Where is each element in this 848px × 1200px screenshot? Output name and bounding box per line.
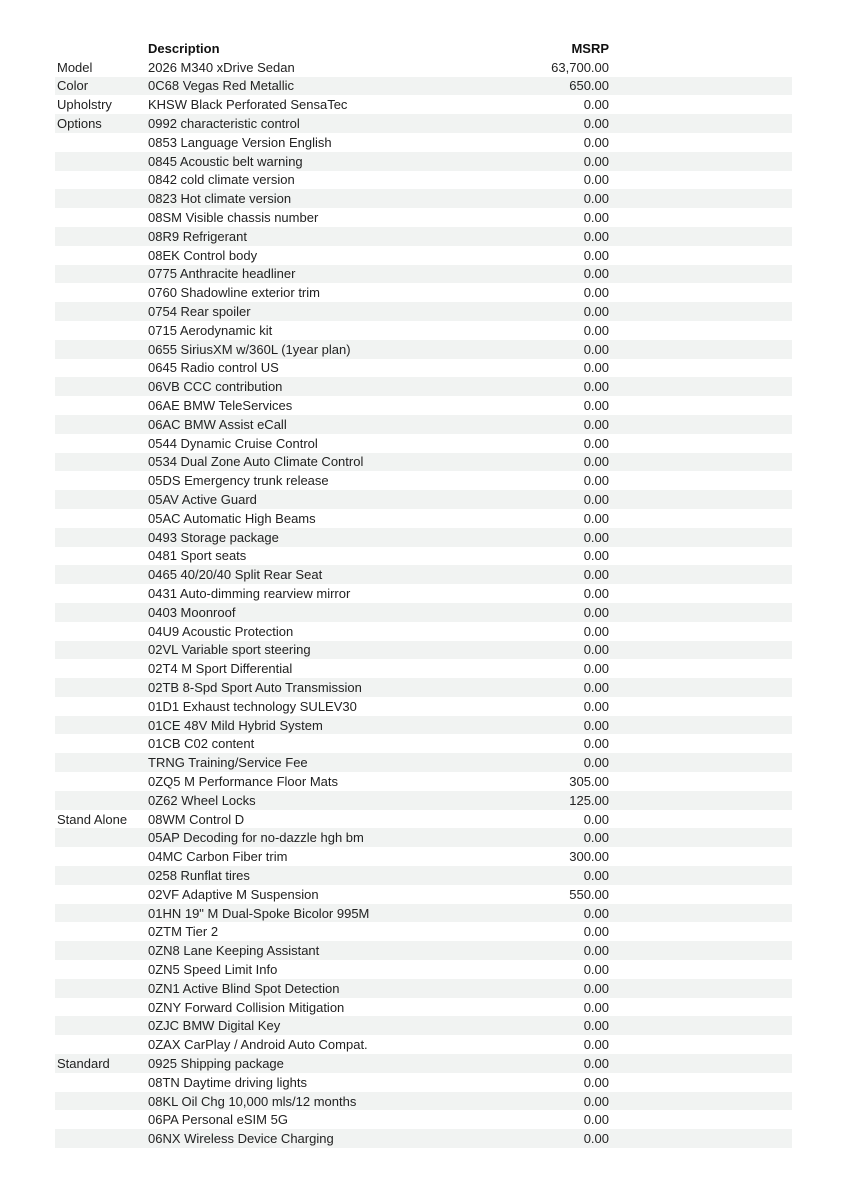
- table-row: [55, 1035, 792, 1054]
- table-row: [55, 866, 792, 885]
- table-row: [55, 265, 792, 284]
- row-description: 01CB C02 content: [148, 736, 255, 752]
- row-msrp-value: 0.00: [583, 980, 609, 996]
- row-description: 05AV Active Guard: [148, 492, 257, 508]
- row-msrp-value: 0.00: [583, 717, 609, 733]
- row-description: 0258 Runflat tires: [148, 867, 250, 883]
- row-description: 0Z62 Wheel Locks: [148, 792, 256, 808]
- row-msrp-value: 0.00: [583, 961, 609, 977]
- row-category-label: Options: [57, 116, 102, 132]
- row-description: 0ZAX CarPlay / Android Auto Compat.: [148, 1037, 368, 1053]
- header-msrp: MSRP: [571, 40, 609, 56]
- row-msrp-value: 550.00: [569, 886, 609, 902]
- table-row: [55, 490, 792, 509]
- table-row: [55, 77, 792, 96]
- table-row: [55, 998, 792, 1017]
- row-description: 04MC Carbon Fiber trim: [148, 849, 288, 865]
- row-description: 0760 Shadowline exterior trim: [148, 285, 320, 301]
- table-row: [55, 415, 792, 434]
- row-msrp-value: 0.00: [583, 999, 609, 1015]
- row-msrp-value: 0.00: [583, 586, 609, 601]
- row-description: 0C68 Vegas Red Metallic: [148, 78, 294, 94]
- table-row: [55, 734, 792, 753]
- table-row: [55, 847, 792, 866]
- row-description: 0534 Dual Zone Auto Climate Control: [148, 454, 364, 470]
- row-description: TRNG Training/Service Fee: [148, 755, 308, 771]
- row-description: 0ZTM Tier 2: [148, 924, 219, 940]
- row-msrp-value: 0.00: [583, 398, 609, 414]
- row-msrp-value: 0.00: [583, 492, 609, 508]
- row-description: 08KL Oil Chg 10,000 mls/12 months: [148, 1093, 357, 1109]
- table-row: [55, 1073, 792, 1092]
- row-msrp-value: 0.00: [583, 567, 609, 583]
- row-description: 06AE BMW TeleServices: [148, 398, 293, 414]
- row-description: 0ZQ5 M Performance Floor Mats: [148, 773, 338, 789]
- table-row: [55, 1110, 792, 1129]
- row-msrp-value: 0.00: [583, 1093, 609, 1109]
- table-row: [55, 528, 792, 547]
- row-msrp-value: 0.00: [583, 698, 609, 714]
- table-row: [55, 509, 792, 528]
- row-description: 0465 40/20/40 Split Rear Seat: [148, 567, 323, 583]
- row-description: 0431 Auto-dimming rearview mirror: [148, 586, 351, 601]
- row-msrp-value: 0.00: [583, 379, 609, 395]
- row-description: 05DS Emergency trunk release: [148, 473, 329, 489]
- table-row: [55, 1054, 792, 1073]
- table-row: [55, 133, 792, 152]
- table-row: [55, 227, 792, 246]
- row-msrp-value: 0.00: [583, 867, 609, 883]
- row-description: 02T4 M Sport Differential: [148, 661, 293, 677]
- row-category-label: Color: [57, 78, 89, 94]
- row-msrp-value: 0.00: [583, 228, 609, 244]
- table-row: [55, 396, 792, 415]
- row-msrp-value: 0.00: [583, 736, 609, 752]
- row-msrp-value: 0.00: [583, 905, 609, 921]
- row-msrp-value: 0.00: [583, 1037, 609, 1053]
- row-description: 01HN 19" M Dual-Spoke Bicolor 995M: [148, 905, 370, 921]
- row-msrp-value: 0.00: [583, 191, 609, 207]
- row-description: 0823 Hot climate version: [148, 191, 292, 207]
- table-row: [55, 678, 792, 697]
- table-row: [55, 377, 792, 396]
- table-row: [55, 359, 792, 378]
- table-row: [55, 208, 792, 227]
- row-description: 06PA Personal eSIM 5G: [148, 1112, 288, 1128]
- row-description: 0775 Anthracite headliner: [148, 266, 296, 282]
- row-msrp-value: 0.00: [583, 679, 609, 695]
- row-msrp-value: 0.00: [583, 548, 609, 564]
- row-msrp-value: 0.00: [583, 247, 609, 263]
- table-row: [55, 152, 792, 171]
- row-description: 02TB 8-Spd Sport Auto Transmission: [148, 679, 362, 695]
- header-description: Description: [148, 40, 220, 56]
- row-msrp-value: 0.00: [583, 755, 609, 771]
- table-row: [55, 641, 792, 660]
- row-msrp-value: 0.00: [583, 172, 609, 188]
- row-msrp-value: 0.00: [583, 285, 609, 301]
- table-row: [55, 772, 792, 791]
- row-description: 0655 SiriusXM w/360L (1year plan): [148, 341, 351, 357]
- row-category-label: Standard: [57, 1055, 110, 1071]
- row-description: 08R9 Refrigerant: [148, 228, 247, 244]
- vehicle-options-table: [55, 39, 792, 1148]
- row-msrp-value: 0.00: [583, 943, 609, 959]
- table-row: [55, 171, 792, 190]
- table-row: [55, 95, 792, 114]
- row-description: 0715 Aerodynamic kit: [148, 322, 273, 338]
- table-row: [55, 114, 792, 133]
- row-description: 0853 Language Version English: [148, 134, 332, 150]
- table-row: [55, 1016, 792, 1035]
- row-description: 06AC BMW Assist eCall: [148, 416, 287, 432]
- row-category-label: Model: [57, 59, 93, 75]
- row-description: 04U9 Acoustic Protection: [148, 623, 294, 639]
- row-msrp-value: 0.00: [583, 116, 609, 132]
- row-msrp-value: 63,700.00: [551, 59, 609, 75]
- row-description: 08EK Control body: [148, 247, 258, 263]
- table-row: [55, 1129, 792, 1148]
- row-description: 08TN Daytime driving lights: [148, 1074, 307, 1090]
- row-category-label: Upholstry: [57, 97, 112, 113]
- table-header-row: [55, 39, 792, 58]
- row-msrp-value: 0.00: [583, 1018, 609, 1034]
- row-description: 0645 Radio control US: [148, 360, 279, 376]
- row-msrp-value: 0.00: [583, 322, 609, 338]
- table-row: [55, 941, 792, 960]
- table-row: [55, 828, 792, 847]
- row-description: 0544 Dynamic Cruise Control: [148, 435, 318, 451]
- row-description: 0493 Storage package: [148, 529, 279, 545]
- row-description: 02VF Adaptive M Suspension: [148, 886, 319, 902]
- row-msrp-value: 650.00: [569, 78, 609, 94]
- row-msrp-value: 0.00: [583, 134, 609, 150]
- row-description: 0992 characteristic control: [148, 116, 300, 132]
- table-row: [55, 904, 792, 923]
- row-msrp-value: 0.00: [583, 604, 609, 620]
- row-msrp-value: 300.00: [569, 849, 609, 865]
- table-row: [55, 434, 792, 453]
- row-msrp-value: 0.00: [583, 435, 609, 451]
- table-row: [55, 58, 792, 77]
- row-msrp-value: 0.00: [583, 510, 609, 526]
- row-msrp-value: 0.00: [583, 1074, 609, 1090]
- table-row: [55, 246, 792, 265]
- table-row: [55, 753, 792, 772]
- row-msrp-value: 0.00: [583, 97, 609, 113]
- row-description: 0403 Moonroof: [148, 604, 236, 620]
- table-body: [55, 58, 792, 1148]
- row-msrp-value: 0.00: [583, 416, 609, 432]
- row-msrp-value: 0.00: [583, 1055, 609, 1071]
- row-description: 0842 cold climate version: [148, 172, 295, 188]
- table-row: [55, 697, 792, 716]
- table-row: [55, 471, 792, 490]
- row-msrp-value: 0.00: [583, 1112, 609, 1128]
- row-msrp-value: 0.00: [583, 341, 609, 357]
- table-row: [55, 1092, 792, 1111]
- table-row: [55, 547, 792, 566]
- row-msrp-value: 0.00: [583, 454, 609, 470]
- table-row: [55, 321, 792, 340]
- table-row: [55, 810, 792, 829]
- row-description: 06NX Wireless Device Charging: [148, 1131, 334, 1147]
- row-msrp-value: 0.00: [583, 642, 609, 658]
- table-row: [55, 659, 792, 678]
- row-msrp-value: 0.00: [583, 304, 609, 320]
- row-description: 2026 M340 xDrive Sedan: [148, 59, 295, 75]
- row-msrp-value: 0.00: [583, 623, 609, 639]
- row-description: 0ZN8 Lane Keeping Assistant: [148, 943, 320, 959]
- table-row: [55, 979, 792, 998]
- row-description: 0ZNY Forward Collision Mitigation: [148, 999, 345, 1015]
- table-row: [55, 584, 792, 603]
- row-msrp-value: 0.00: [583, 1131, 609, 1147]
- row-msrp-value: 0.00: [583, 153, 609, 169]
- row-msrp-value: 0.00: [583, 661, 609, 677]
- row-description: 01CE 48V Mild Hybrid System: [148, 717, 323, 733]
- row-description: KHSW Black Perforated SensaTec: [148, 97, 348, 113]
- table-row: [55, 340, 792, 359]
- table-row: [55, 603, 792, 622]
- row-description: 0754 Rear spoiler: [148, 304, 251, 320]
- row-msrp-value: 0.00: [583, 830, 609, 846]
- table-row: [55, 565, 792, 584]
- row-description: 08SM Visible chassis number: [148, 210, 319, 226]
- row-msrp-value: 125.00: [569, 792, 609, 808]
- row-description: 08WM Control D: [148, 811, 245, 827]
- row-description: 01D1 Exhaust technology SULEV30: [148, 698, 357, 714]
- row-msrp-value: 0.00: [583, 924, 609, 940]
- row-description: 0845 Acoustic belt warning: [148, 153, 303, 169]
- row-description: 0ZN5 Speed Limit Info: [148, 961, 278, 977]
- row-category-label: Stand Alone: [57, 811, 128, 827]
- table-row: [55, 791, 792, 810]
- table-row: [55, 716, 792, 735]
- row-msrp-value: 0.00: [583, 811, 609, 827]
- row-description: 0481 Sport seats: [148, 548, 247, 564]
- row-msrp-value: 0.00: [583, 473, 609, 489]
- row-msrp-value: 0.00: [583, 266, 609, 282]
- table-row: [55, 960, 792, 979]
- row-description: 0ZJC BMW Digital Key: [148, 1018, 281, 1034]
- table-row: [55, 453, 792, 472]
- table-row: [55, 622, 792, 641]
- table-row: [55, 189, 792, 208]
- row-description: 0925 Shipping package: [148, 1055, 284, 1071]
- row-msrp-value: 0.00: [583, 529, 609, 545]
- row-msrp-value: 0.00: [583, 210, 609, 226]
- table-row: [55, 283, 792, 302]
- row-description: 0ZN1 Active Blind Spot Detection: [148, 980, 340, 996]
- row-msrp-value: 305.00: [569, 773, 609, 789]
- row-description: 02VL Variable sport steering: [148, 642, 311, 658]
- row-description: 06VB CCC contribution: [148, 379, 283, 395]
- table-row: [55, 922, 792, 941]
- table-row: [55, 302, 792, 321]
- table-row: [55, 885, 792, 904]
- row-description: 05AC Automatic High Beams: [148, 510, 316, 526]
- row-description: 05AP Decoding for no-dazzle hgh bm: [148, 830, 364, 846]
- row-msrp-value: 0.00: [583, 360, 609, 376]
